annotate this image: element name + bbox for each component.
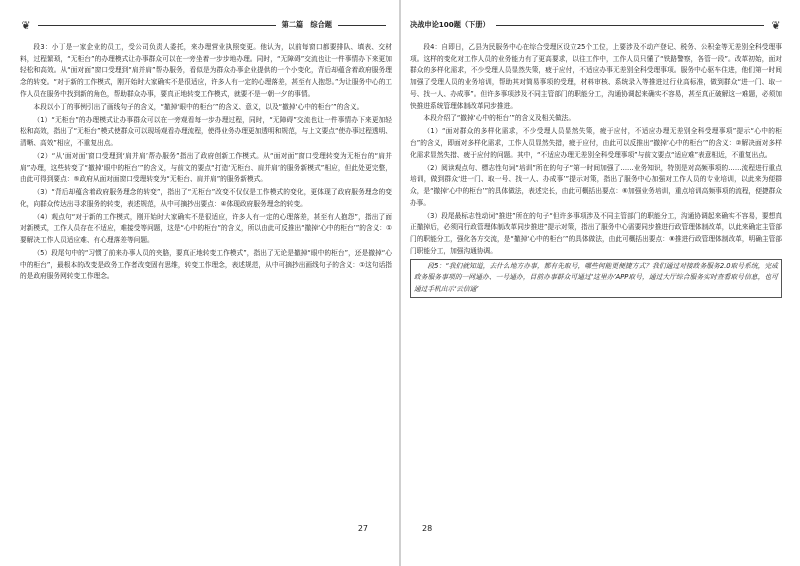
right-page: [410, 0, 782, 566]
paragraph: （1）“面对群众的多样化需求，不少受理人员显然失策，疲于应付，不适应办理无差别全科受理事项”提示“心中的柜台”的含义，即面对多样化需求，工作人员显然失措，疲于应付，由此可以反推出“撤掉‘心中的柜台’”的含义：②解决面对多样化需求显然失措、疲于应付的问题。其中，“不适应办理无差别全科受理事项”与前文要点“适应难”表意相近，不重复出点。: [410, 127, 782, 159]
right-body-text: [410, 42, 782, 301]
page-number: 28: [422, 524, 433, 533]
left-running-header: [20, 18, 392, 32]
paragraph: （2）“从‘面对面’窗口受理到‘肩并肩’帮办服务”指出了政府创新工作模式。从“面对面”窗口受理转变为无柜台的“肩并肩”办理，这些转变了“撤掉‘眼中的柜台’”的含义，与前文的要点“打造‘无柜台、肩并肩’的服务新模式”相应，但此处更完整，由此可得到要点：⑤政府从面对面窗口受理转变为“无柜台、肩并肩”的服务新模式。: [20, 151, 392, 184]
boxed-paragraph: 段5：“我们就知道，去什么地方办事，都有先取号，哪些何能更便捷方式？我们通过对接政务服务2.0取号系统，完成政务服务事项的一网通办、一号通办，目前办事群众可通过‘这里办’APP取号，通过大厅综合服务实时查看取号信息，也可通过手机出示‘云信通’: [410, 259, 782, 298]
paragraph: （5）段尾句中的“习惯了前来办事人员的夹胳，要真正地转变工作模式”，指出了无论是撤掉“眼中的柜台”，还是撤掉“心中的柜台”，最根本的改变是政务工作者改变固有思维，转变工作理念，表述规范，从中可摘抄出画线句子的含义：①这句话指的是政府服务网转变工作理念。: [20, 249, 392, 281]
book-gutter: [399, 0, 401, 566]
header-rule: [338, 25, 386, 26]
paragraph: （3）“背后却蕴含着政府服务理念的转变”，指出了“无柜台”改变不仅仅是工作模式的变化，更体现了政府服务理念的变化，向群众传达出寻求服务的转变，表述规范，从中可摘抄出要点：④体现政府服务理念的转变。: [20, 188, 392, 208]
floral-ornament-icon: ❦: [21, 18, 31, 32]
right-running-header: [410, 18, 782, 32]
paragraph: （4）观点句“对于新的工作模式，刚开始时大家确实不是很适应，许多人有一定的心理落差，甚至有人抱怨”，指出了面对新模式，工作人员存在不适应，难接受等问题，这是“心中的柜台”的含义，所以由此可反推出“撤掉‘心中的柜台’”的含义：①要解决工作人员适应难、有心理落差等问题。: [20, 212, 392, 245]
left-body-text: [20, 42, 392, 284]
paragraph: （3）段尾最标志性动词“推进”所在的句子“但许多事项涉及不同主管部门的职能分工，沟通协调起来确实不容易，要想真正撤掉后，必须同行政管理体制改革同步推进”提示对策，指出了服务中心需要同步推进行政管理体制改革，以此来确定主管部门的职能分工，强化各方交流，是“撤掉‘心中的柜台’”的具体做法，由此可概括出要点：⑧推进行政管理体制改革，明确主管部门职能分工，加强沟通协调。: [410, 211, 782, 255]
header-rule: [496, 25, 764, 26]
book-title: 决战申论100题（下册）: [410, 20, 490, 29]
paragraph: 段4：自即日，乙县为民服务中心在综合受理区设立25个工位，上要涉及不动产登记、税务、公积金等无差别全科受理事项。这样的变化对工作人员的业务能力有了更高要求，以往工作中，工作人员只懂了“铁路警察，各管一段”。改革初始，面对群众的多样化需求，不少受理人员显然失策，疲于应付，不适应办事无差别全科受理事项。服务中心驱车住进，他们第一时间加强了受理人员的业务培训，帮助其对简易事项的受理，材料审核、系统录入等推进过行业高标准，做到群众“进一门、取一号、找一人、办成事”。但许多事项涉及不同主管部门的职能分工，沟通协调起来确实不容易，甚至真正破解这一难题，必须加快推进系统管理体制改革同步推进。: [410, 43, 782, 110]
paragraph: （2）阅读观点句、標志性句词“培训”所在的句子“第一时间加强了……业务知识，特别是对高频事项的……流程进行重点培训，做到群众‘进一门、取一号、找一人、办成事’”提示对策，指出了服务中心加强对工作人员的专业培训，以此来为便群众，是“撤掉‘心中的柜台’”的具体做法，表述完长，由此可概括出要点：⑥加强业务培训，重点培训高频事项的流程，便捷群众办事。: [410, 163, 782, 207]
paragraph: 本段介绍了“撤掉‘心中的柜台’”的含义及相关做法。: [423, 114, 576, 123]
header-rule: [38, 25, 276, 26]
page-number: 27: [357, 524, 368, 533]
section-label: 第二篇 综合题: [281, 20, 332, 29]
paragraph: 段3：小丁是一家企业的员工，受公司负责人委托，来办理营业执照变更。他认为，以前每窗口都要排队、填表、交材料，过程繁琐，“无柜台”的办理模式让办事群众可以在一旁坐着一步步地办理。同时，“无障碍”交流也让一件事情办下来更加轻松和高效。从“面对面”窗口受理到“肩并肩”帮办服务，看似是为群众办事企业提供的一个小变化，背后却蕴含着政府服务理念的转变。“对于新的工作模式，刚开始时大家确实不是很适应，许多人有一定的心理落差，甚至有人抱怨。”为让服务中心的工作人员在服务中找到新的角色，帮助群众办事，要真正地转变工作模式，就要不是一朝一夕的事情。: [20, 43, 392, 98]
left-page: [20, 0, 392, 566]
paragraph: 本段以小丁的事例引出了画线句子的含义，“撤掉‘眼中的柜台’”的含义、意义，以及“撤掉‘心中的柜台’”的含义。: [33, 102, 364, 111]
floral-ornament-icon: ❦: [771, 18, 781, 32]
paragraph: （1）“无柜台”的办理模式让办事群众可以在一旁观看每一步办理过程，同时，“无障碍”交流也让一件事情办下来更加轻松和高效，指出了“无柜台”模式使群众可以现场观看办理流程，使得业务办理更加透明和规范，与上文要点“使办事过程透明、清晰、高效”相应，不重复出点。: [20, 115, 392, 147]
